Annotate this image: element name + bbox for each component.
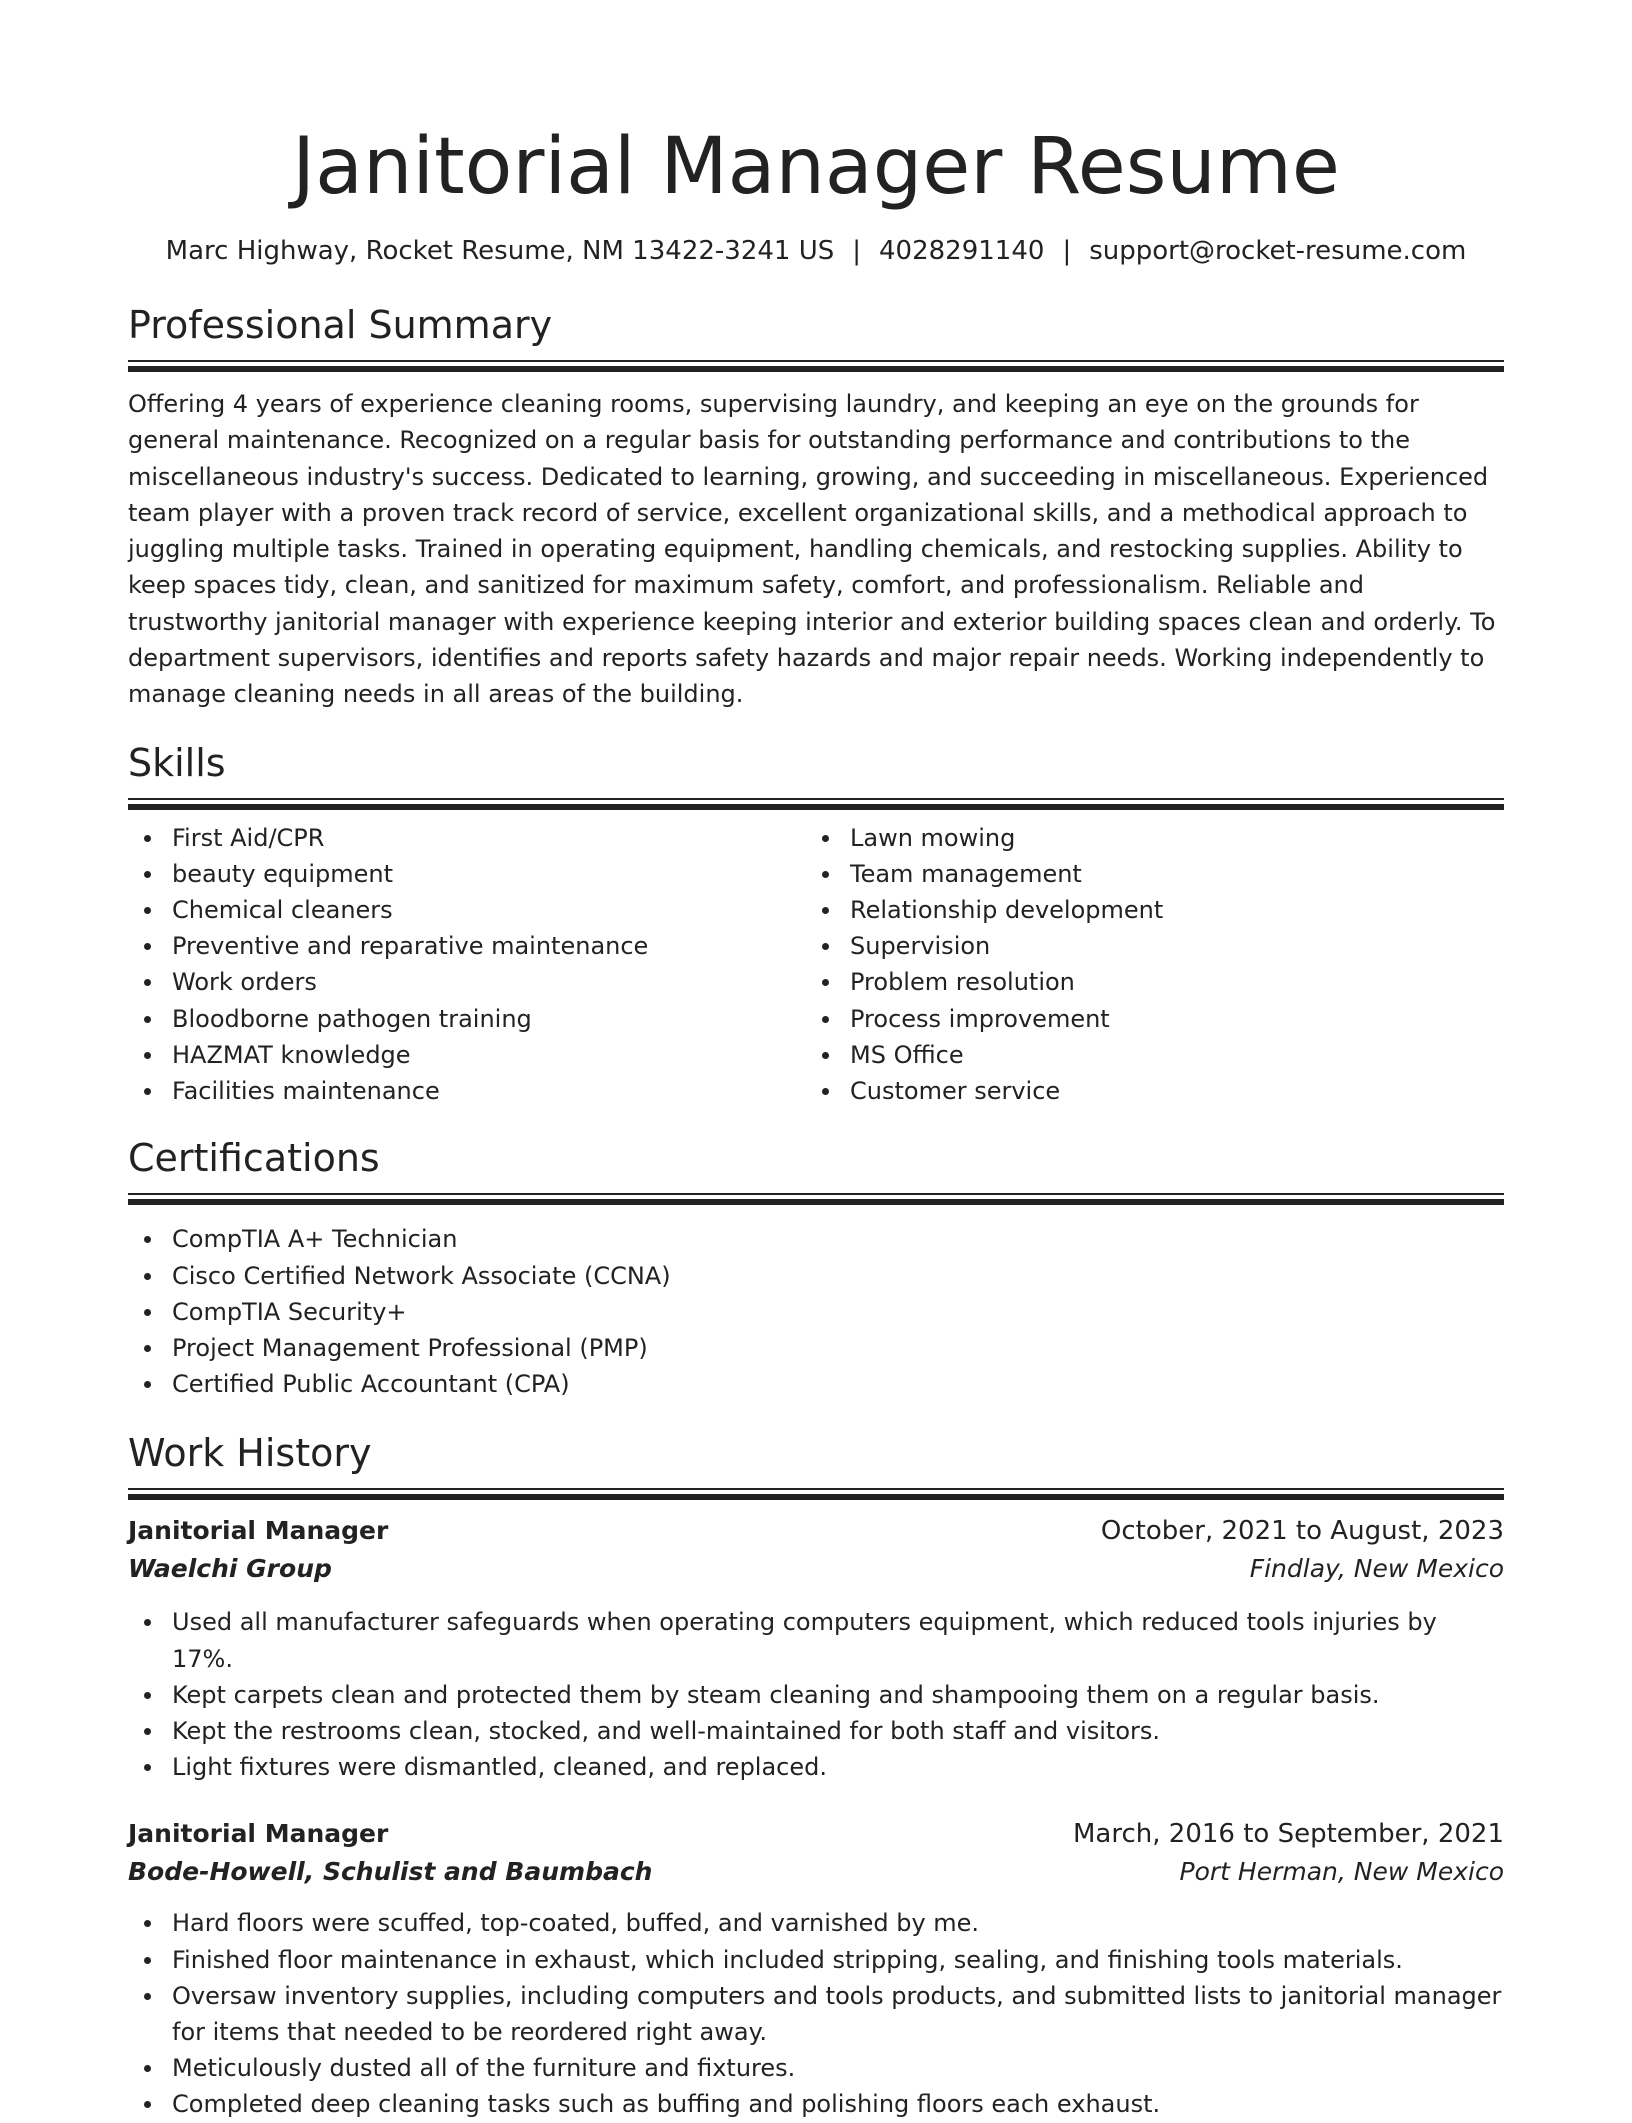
skill-item: Supervision bbox=[806, 928, 1484, 964]
skill-item: Bloodborne pathogen training bbox=[128, 1001, 806, 1037]
section-divider bbox=[128, 798, 1504, 810]
job-duty-item: Meticulously dusted all of the furniture and fixtures. bbox=[128, 2050, 1504, 2086]
resume-page bbox=[128, 0, 1504, 2123]
contact-phone: 4028291140 bbox=[879, 236, 1045, 266]
job-title: Janitorial Manager bbox=[128, 1819, 389, 1849]
summary-heading: Professional Summary bbox=[128, 303, 553, 347]
job-subheader-row bbox=[128, 1853, 1504, 1891]
skill-item: Team management bbox=[806, 856, 1484, 892]
certification-item: CompTIA A+ Technician bbox=[128, 1221, 1504, 1257]
job-subheader-row bbox=[128, 1550, 1504, 1588]
skill-item: Work orders bbox=[128, 964, 806, 1000]
job-dates: March, 2016 to September, 2021 bbox=[1073, 1819, 1504, 1850]
job-title: Janitorial Manager bbox=[128, 1516, 389, 1546]
job-duty-item: Hard floors were scuffed, top-coated, buffed, and varnished by me. bbox=[128, 1905, 1504, 1941]
skill-item: Lawn mowing bbox=[806, 820, 1484, 856]
summary-text: Offering 4 years of experience cleaning rooms, supervising laundry, and keeping an eye on the grounds for general maintenance. Recognized on a regular basis for outstanding performance and contributions to the miscellaneous industry's success. Dedicated to learning, growing, and succeeding in miscellaneous. Experienced team player with a proven track record of service, excellent organizational skills, and a methodical approach to juggling multiple tasks. Trained in operating equipment, handling chemicals, and restocking supplies. Ability to keep spaces tidy, clean, and sanitized for maximum safety, comfort, and professionalism. Reliable and trustworthy janitorial manager with experience keeping interior and exterior building spaces clean and orderly. To department supervisors, identifies and reports safety hazards and major repair needs. Working independently to manage cleaning needs in all areas of the building. bbox=[128, 390, 1496, 709]
section-divider bbox=[128, 360, 1504, 372]
resume-title: Janitorial Manager Resume bbox=[292, 122, 1340, 212]
job-duty-item: Finished floor maintenance in exhaust, which included stripping, sealing, and finishing tools materials. bbox=[128, 1942, 1504, 1978]
contact-email: support@rocket-resume.com bbox=[1089, 236, 1467, 266]
certifications-section bbox=[128, 1135, 1504, 1402]
certifications-heading: Certifications bbox=[128, 1136, 380, 1181]
skill-item: Process improvement bbox=[806, 1001, 1484, 1037]
contact-address: Marc Highway, Rocket Resume, NM 13422-3241 US bbox=[165, 236, 835, 266]
job-header-row bbox=[128, 1815, 1504, 1853]
skills-grid bbox=[128, 820, 1504, 1110]
summary-section bbox=[128, 302, 1504, 713]
job-entry bbox=[128, 1512, 1504, 1785]
skill-item: Relationship development bbox=[806, 892, 1484, 928]
skill-item: HAZMAT knowledge bbox=[128, 1037, 806, 1073]
certifications-list bbox=[128, 1221, 1504, 1402]
skill-item: MS Office bbox=[806, 1037, 1484, 1073]
skill-item: Facilities maintenance bbox=[128, 1073, 806, 1109]
work-history-section bbox=[128, 1430, 1504, 2122]
skill-item: beauty equipment bbox=[128, 856, 806, 892]
contact-separator: | bbox=[852, 236, 862, 266]
job-company: Bode-Howell, Schulist and Baumbach bbox=[128, 1857, 653, 1887]
section-divider bbox=[128, 1488, 1504, 1500]
certification-item: Certified Public Accountant (CPA) bbox=[128, 1366, 1504, 1402]
job-entry bbox=[128, 1815, 1504, 2122]
job-company: Waelchi Group bbox=[128, 1554, 332, 1584]
job-duty-item: Kept carpets clean and protected them by steam cleaning and shampooing them on a regular basis. bbox=[128, 1677, 1504, 1713]
job-duty-item: Kept the restrooms clean, stocked, and well-maintained for both staff and visitors. bbox=[128, 1713, 1504, 1749]
job-location: Findlay, New Mexico bbox=[1249, 1554, 1504, 1584]
certification-item: Project Management Professional (PMP) bbox=[128, 1330, 1504, 1366]
job-duty-item: Oversaw inventory supplies, including computers and tools products, and submitted lists to janitorial manager for items that needed to be reordered right away. bbox=[128, 1978, 1504, 2050]
skill-item: Chemical cleaners bbox=[128, 892, 806, 928]
skill-item: Preventive and reparative maintenance bbox=[128, 928, 806, 964]
skill-item: Customer service bbox=[806, 1073, 1484, 1109]
skills-section bbox=[128, 740, 1504, 1110]
job-duty-item: Used all manufacturer safeguards when operating computers equipment, which reduced tools injuries by 17%. bbox=[128, 1604, 1504, 1676]
job-duties-list bbox=[128, 1905, 1504, 2122]
contact-line bbox=[128, 234, 1504, 268]
section-divider bbox=[128, 1193, 1504, 1205]
job-duties-list bbox=[128, 1604, 1504, 1785]
skills-heading: Skills bbox=[128, 740, 226, 785]
skill-item: Problem resolution bbox=[806, 964, 1484, 1000]
skill-item: First Aid/CPR bbox=[128, 820, 806, 856]
job-header-row bbox=[128, 1512, 1504, 1550]
job-dates: October, 2021 to August, 2023 bbox=[1100, 1516, 1504, 1547]
certification-item: CompTIA Security+ bbox=[128, 1294, 1504, 1330]
job-duty-item: Completed deep cleaning tasks such as buffing and polishing floors each exhaust. bbox=[128, 2086, 1504, 2122]
skills-list-left bbox=[128, 820, 806, 1110]
job-location: Port Herman, New Mexico bbox=[1179, 1857, 1504, 1887]
certification-item: Cisco Certified Network Associate (CCNA) bbox=[128, 1258, 1504, 1294]
skills-list-right bbox=[806, 820, 1484, 1110]
work-history-heading: Work History bbox=[128, 1431, 372, 1476]
job-duty-item: Light fixtures were dismantled, cleaned, and replaced. bbox=[128, 1749, 1504, 1785]
contact-separator: | bbox=[1062, 236, 1072, 266]
